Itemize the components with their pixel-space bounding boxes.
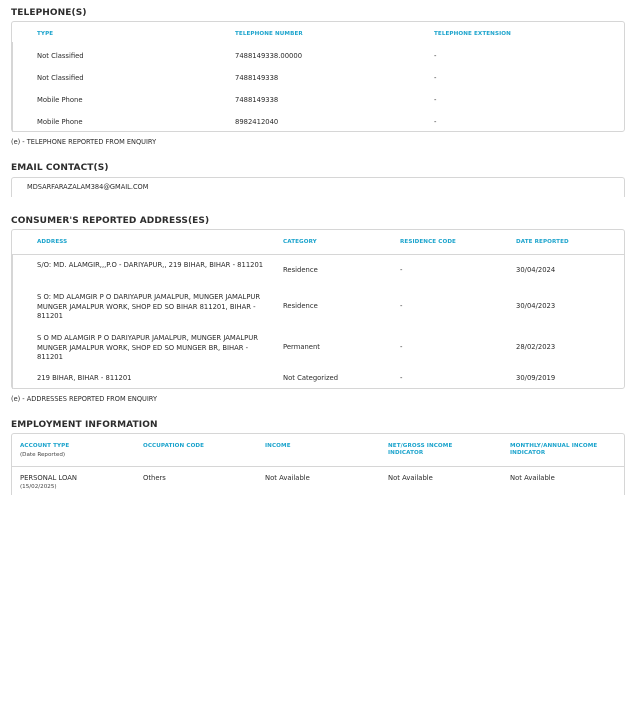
address-category: Residence (283, 266, 318, 274)
email-box (11, 177, 625, 197)
col-header-occupation-code: OCCUPATION CODE (143, 443, 205, 449)
phone-type: Not Classified (37, 74, 84, 82)
phone-extension: - (434, 52, 437, 60)
col-header-income: INCOME (265, 443, 291, 449)
col-header-address: ADDRESS (37, 239, 68, 245)
phone-type: Mobile Phone (37, 118, 83, 126)
phone-extension: - (434, 74, 437, 82)
telephones-note: (e) - TELEPHONE REPORTED FROM ENQUIRY (11, 138, 157, 146)
address-date-reported: 30/09/2019 (516, 374, 556, 382)
employment-account-type: PERSONAL LOAN (20, 474, 77, 482)
address-date-reported: 30/04/2023 (516, 302, 556, 310)
phone-number: 7488149338 (235, 74, 279, 82)
address-category: Permanent (283, 343, 320, 351)
col-header-residence-code: RESIDENCE CODE (400, 239, 456, 245)
col-header-net-gross-indicator: NET/GROSS INCOME INDICATOR (388, 443, 453, 456)
telephones-title: TELEPHONE(S) (11, 8, 87, 18)
email-title: EMAIL CONTACT(S) (11, 163, 109, 173)
employment-net-gross: Not Available (388, 474, 433, 482)
address-residence-code: - (400, 343, 403, 351)
address-text: S/O: MD. ALAMGIR,,,P.O - DARIYAPUR,, 219 BIHAR, BIHAR - 811201 (37, 261, 264, 269)
phone-number: 7488149338.00000 (235, 52, 303, 60)
employment-date-reported: (15/02/2025) (20, 484, 57, 490)
phone-extension: - (434, 118, 437, 126)
address-date-reported: 30/04/2024 (516, 266, 556, 274)
phone-type: Mobile Phone (37, 96, 83, 104)
address-text: S O: MD ALAMGIR P O DARIYAPUR JAMALPUR, MUNGER JAMALPUR MUNGER JAMALPUR WORK, SHOP ED SO BIHAR 811201, BIHAR - 811201 (37, 293, 261, 321)
phone-type: Not Classified (37, 52, 84, 60)
phone-number: 7488149338 (235, 96, 279, 104)
address-residence-code: - (400, 374, 403, 382)
col-header-account-type: ACCOUNT TYPE (20, 443, 70, 449)
col-header-date-reported-sub: (Date Reported) (20, 452, 66, 458)
col-header-type: TYPE (37, 31, 54, 37)
addresses-note: (e) - ADDRESSES REPORTED FROM ENQUIRY (11, 395, 157, 403)
address-date-reported: 28/02/2023 (516, 343, 556, 351)
address-category: Not Categorized (283, 374, 339, 382)
phone-number: 8982412040 (235, 118, 279, 126)
addresses-table (11, 229, 625, 389)
employment-occupation: Others (143, 474, 166, 482)
address-residence-code: - (400, 302, 403, 310)
address-category: Residence (283, 302, 318, 310)
email-value: MDSARFARAZALAM384@GMAIL.COM (27, 183, 149, 191)
telephones-table (11, 21, 625, 132)
col-header-telephone-number: TELEPHONE NUMBER (235, 31, 303, 37)
address-residence-code: - (400, 266, 403, 274)
col-header-date-reported: DATE REPORTED (516, 239, 569, 245)
employment-title: EMPLOYMENT INFORMATION (11, 420, 158, 430)
phone-extension: - (434, 96, 437, 104)
address-text: 219 BIHAR, BIHAR - 811201 (37, 374, 132, 382)
employment-table (11, 433, 625, 495)
address-text: S O MD ALAMGIR P O DARIYAPUR JAMALPUR, MUNGER JAMALPUR MUNGER JAMALPUR WORK, SHOP ED SO MUNGER BR, BIHAR - 811201 (37, 334, 258, 362)
col-header-monthly-annual-indicator: MONTHLY/ANNUAL INCOME INDICATOR (510, 443, 598, 456)
employment-income: Not Available (265, 474, 310, 482)
addresses-title: CONSUMER'S REPORTED ADDRESS(ES) (11, 216, 210, 226)
employment-monthly-annual: Not Available (510, 474, 555, 482)
col-header-category: CATEGORY (283, 239, 317, 245)
col-header-telephone-extension: TELEPHONE EXTENSION (434, 31, 511, 37)
